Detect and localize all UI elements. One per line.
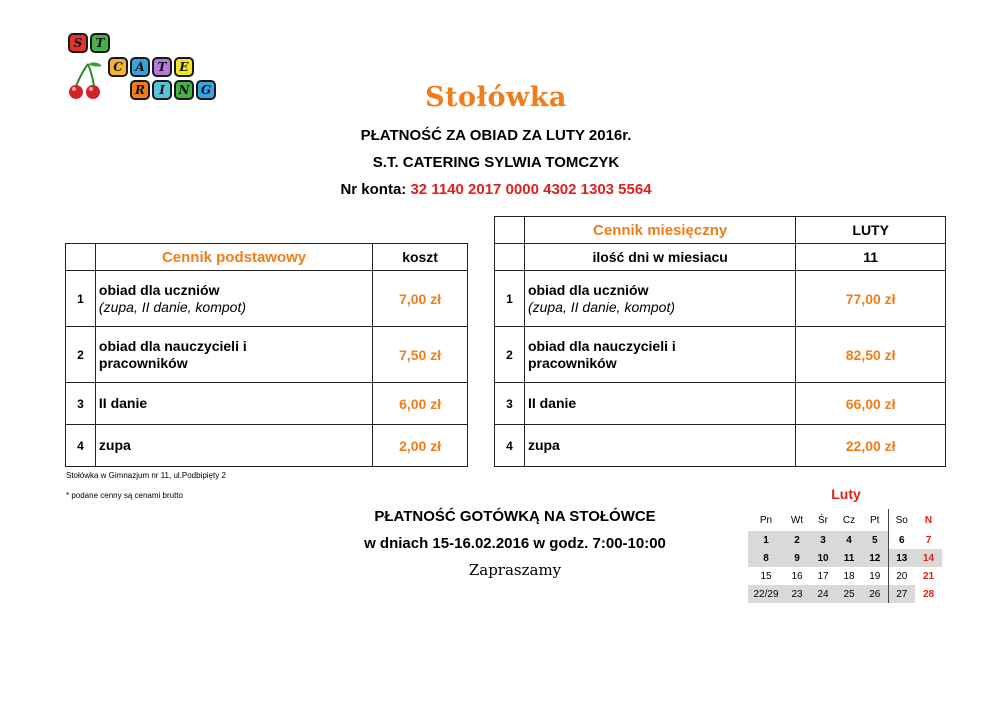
calendar-week — [748, 531, 942, 549]
days-value: 11 — [796, 244, 946, 271]
table-row: 1 obiad dla uczniów (zupa, II danie, kompot) 7,00 zł — [66, 271, 468, 327]
logo-tile: N — [174, 80, 194, 100]
calendar-day: 14 — [922, 552, 935, 564]
table-row: 3 II danie 66,00 zł — [495, 383, 946, 425]
table-row: 2 obiad dla nauczycieli i pracowników 7,50 zł — [66, 327, 468, 383]
account-line — [0, 181, 992, 198]
basic-price-table — [65, 243, 468, 467]
calendar-day: 15 — [760, 570, 772, 582]
calendar-week — [748, 549, 942, 567]
calendar — [748, 509, 942, 603]
day-name: So — [888, 509, 915, 531]
monthly-price-table — [494, 216, 946, 467]
calendar-day: 13 — [888, 549, 915, 567]
price-header: koszt — [373, 244, 468, 271]
calendar-day: 25 — [843, 588, 855, 600]
calendar-day: 12 — [869, 552, 881, 564]
logo-tile: T — [90, 33, 110, 53]
calendar-day: 23 — [791, 588, 803, 600]
payment-heading: PŁATNOŚĆ ZA OBIAD ZA LUTY 2016r. — [360, 127, 632, 144]
calendar-day: 20 — [888, 567, 915, 585]
days-row — [495, 244, 946, 271]
calendar-day: 16 — [791, 570, 803, 582]
account-label: Nr konta: — [340, 181, 407, 198]
calendar-day: 8 — [763, 552, 769, 564]
calendar-day: 3 — [820, 534, 826, 546]
calendar-day: 18 — [843, 570, 855, 582]
calendar-day: 9 — [794, 552, 800, 564]
calendar-week — [748, 585, 942, 603]
day-name: N — [924, 514, 933, 526]
logo-tile: S — [68, 33, 88, 53]
table-header-row — [495, 217, 946, 244]
calendar-day: 26 — [869, 588, 881, 600]
calendar-day: 21 — [922, 570, 935, 582]
calendar-day: 1 — [763, 534, 769, 546]
monthly-table-title: Cennik miesięczny — [524, 217, 795, 244]
calendar-day: 10 — [817, 552, 829, 564]
logo-tile: E — [174, 57, 194, 77]
day-name: Śr — [818, 514, 828, 526]
calendar-day: 24 — [817, 588, 829, 600]
calendar-day: 17 — [817, 570, 829, 582]
logo-tile: I — [152, 80, 172, 100]
calendar-day: 11 — [843, 552, 855, 564]
day-name: Pn — [759, 514, 773, 526]
payment-method: PŁATNOŚĆ GOTÓWKĄ NA STOŁÓWCE — [374, 508, 656, 525]
calendar-week — [748, 567, 942, 585]
month-header: LUTY — [796, 217, 946, 244]
calendar-day: 6 — [888, 531, 915, 549]
calendar-day: 4 — [846, 534, 852, 546]
calendar-day: 22/29 — [753, 588, 779, 600]
basic-table-title: Cennik podstawowy — [95, 244, 372, 271]
table-row: 2 obiad dla nauczycieli i pracowników 82,50 zł — [495, 327, 946, 383]
page-title: Stołówka — [425, 82, 567, 113]
day-name: Cz — [842, 514, 856, 526]
day-name: Wt — [790, 514, 804, 526]
calendar-day: 19 — [869, 570, 881, 582]
table-row: 4 zupa 2,00 zł — [66, 425, 468, 467]
logo-tile: A — [130, 57, 150, 77]
table-row: 1 obiad dla uczniów (zupa, II danie, kompot) 77,00 zł — [495, 271, 946, 327]
logo-tile: T — [152, 57, 172, 77]
logo-tile: G — [196, 80, 216, 100]
calendar-day: 27 — [888, 585, 915, 603]
invitation: Zapraszamy — [468, 561, 562, 579]
account-number: 32 1140 2017 0000 4302 1303 5564 — [410, 181, 652, 198]
calendar-day: 5 — [871, 534, 878, 546]
prices-note: * podane cenny są cenami brutto — [66, 491, 183, 500]
days-label: ilość dni w miesiacu — [524, 244, 795, 271]
company-name: S.T. CATERING SYLWIA TOMCZYK — [372, 154, 620, 171]
calendar-day-names — [748, 509, 942, 531]
location-note: Stołówka w Gimnazjum nr 11, ul.Podbipięty 2 — [66, 471, 226, 480]
calendar-day: 28 — [915, 585, 942, 603]
table-header-row — [66, 244, 468, 271]
logo-tile: C — [108, 57, 128, 77]
table-row: 3 II danie 6,00 zł — [66, 383, 468, 425]
day-name: Pt — [870, 514, 880, 526]
table-row: 4 zupa 22,00 zł — [495, 425, 946, 467]
calendar-title: Luty — [831, 486, 861, 502]
calendar-day: 2 — [794, 534, 800, 546]
logo-tile: R — [130, 80, 150, 100]
payment-dates: w dniach 15-16.02.2016 w godz. 7:00-10:00 — [364, 535, 666, 552]
calendar-day: 7 — [915, 531, 942, 549]
